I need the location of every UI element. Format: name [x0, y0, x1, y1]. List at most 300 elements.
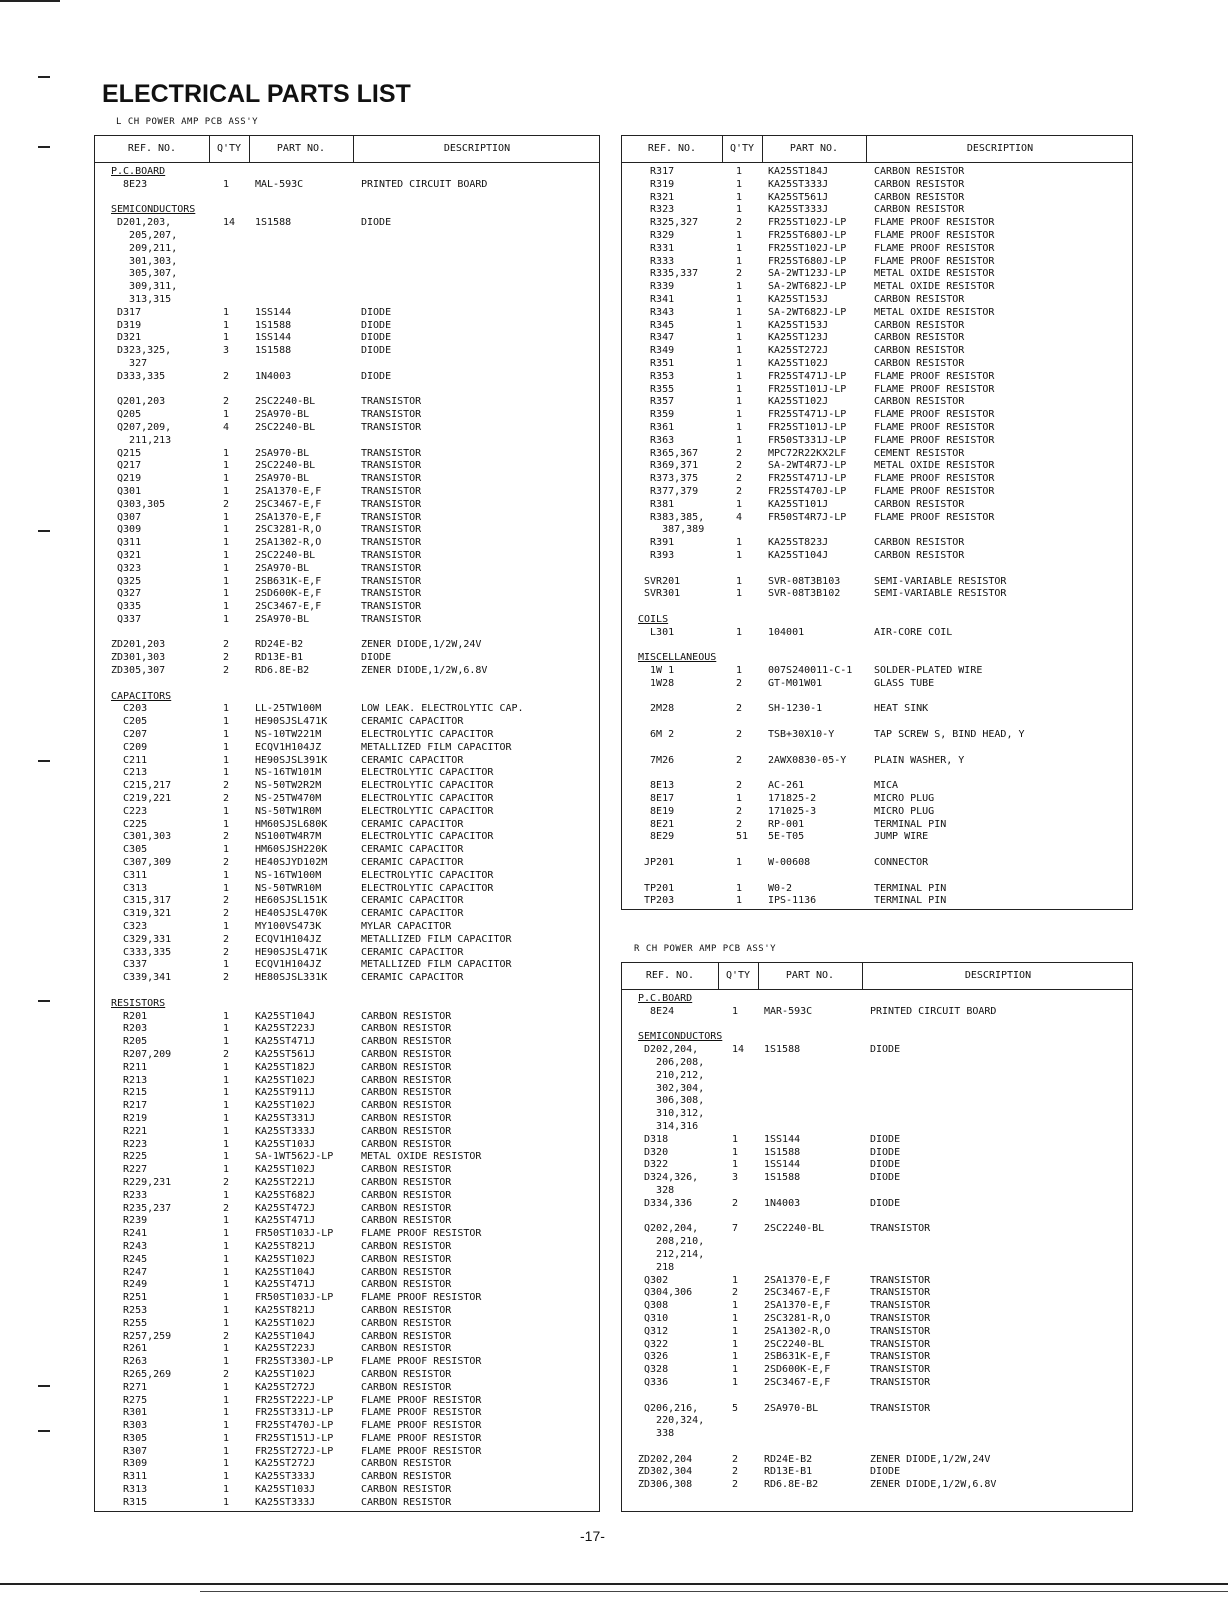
ref-cell: L301 — [638, 626, 675, 638]
description-cell: METALLIZED FILM CAPACITOR — [361, 741, 512, 753]
qty-cell: 1 — [736, 383, 743, 395]
description-cell: CARBON RESISTOR — [361, 1317, 452, 1329]
ref-cell: 328 — [638, 1184, 675, 1196]
description-cell: FLAME PROOF RESISTOR — [361, 1420, 482, 1432]
table-header — [622, 136, 1132, 163]
table-row — [95, 1075, 599, 1088]
qty-cell: 1 — [732, 1351, 739, 1363]
part-no-cell: SH-1230-1 — [768, 703, 823, 715]
binder-mark — [38, 1430, 50, 1432]
section-heading-row — [95, 691, 599, 704]
qty-cell: 2 — [223, 895, 230, 907]
page-number: -17- — [580, 1528, 605, 1544]
qty-cell: 1 — [223, 524, 230, 536]
qty-cell: 1 — [223, 409, 230, 421]
table-row — [95, 742, 599, 755]
qty-cell: 3 — [732, 1172, 739, 1184]
part-no-cell: KA25ST102J — [255, 1253, 316, 1265]
ref-cell: R347 — [638, 332, 675, 344]
qty-cell: 1 — [736, 204, 743, 216]
part-no-cell: HE60SJSL151K — [255, 895, 328, 907]
ref-cell: C219,221 — [111, 793, 172, 805]
table-row — [622, 1326, 1132, 1339]
description-cell: CARBON RESISTOR — [874, 498, 965, 510]
table-row — [622, 332, 1132, 345]
ref-cell: 302,304, — [638, 1082, 705, 1094]
part-no-cell: 2SC2240-BL — [255, 396, 316, 408]
description-cell: TRANSISTOR — [870, 1223, 931, 1235]
description-cell: CEMENT RESISTOR — [874, 447, 965, 459]
table-row — [622, 806, 1132, 819]
qty-cell: 1 — [223, 1292, 230, 1304]
part-no-cell: KA25ST123J — [768, 332, 829, 344]
header-desc: DESCRIPTION — [443, 143, 511, 154]
ref-cell: R263 — [111, 1356, 148, 1368]
description-cell: LOW LEAK. ELECTROLYTIC CAP. — [361, 703, 524, 715]
ref-cell: Q215 — [111, 447, 142, 459]
qty-cell: 2 — [736, 729, 743, 741]
table-row — [622, 1249, 1132, 1262]
ref-cell: C311 — [111, 869, 148, 881]
qty-cell: 1 — [732, 1312, 739, 1324]
header-ref: REF. NO. — [127, 143, 177, 154]
description-cell: FLAME PROOF RESISTOR — [874, 485, 995, 497]
table-row — [622, 1364, 1132, 1377]
part-no-cell: ECQV1H104JZ — [255, 933, 322, 945]
ref-cell: C339,341 — [111, 972, 172, 984]
header-ref: REF. NO. — [645, 970, 695, 981]
part-no-cell: W0-2 — [768, 882, 793, 894]
table-row — [622, 358, 1132, 371]
description-cell: CERAMIC CAPACITOR — [361, 716, 464, 728]
ref-cell: D324,326, — [638, 1172, 699, 1184]
description-cell: METAL OXIDE RESISTOR — [874, 306, 995, 318]
table-row — [622, 345, 1132, 358]
part-no-cell: 1S1588 — [255, 319, 292, 331]
table-row — [95, 870, 599, 883]
part-no-cell: 2SC3467-E,F — [255, 601, 322, 613]
table-row — [95, 1241, 599, 1254]
part-no-cell: FR50ST331J-LP — [768, 434, 847, 446]
part-no-cell: MAL-593C — [255, 178, 304, 190]
ref-cell: JP201 — [638, 857, 675, 869]
description-cell: TRANSISTOR — [870, 1338, 931, 1350]
description-cell: TRANSISTOR — [870, 1312, 931, 1324]
ref-cell: Q308 — [638, 1300, 669, 1312]
description-cell: ELECTROLYTIC CAPACITOR — [361, 831, 494, 843]
table-row — [95, 1382, 599, 1395]
part-no-cell: KA25ST821J — [255, 1240, 316, 1252]
part-no-cell: NS-50TW1R0M — [255, 805, 322, 817]
part-no-cell: FR25ST151J-LP — [255, 1432, 334, 1444]
ref-cell: ZD306,308 — [638, 1479, 693, 1491]
qty-cell: 1 — [736, 882, 743, 894]
ref-cell: 220,324, — [638, 1415, 705, 1427]
table-row — [622, 1019, 1132, 1032]
table-row — [622, 166, 1132, 179]
table-row — [622, 1095, 1132, 1108]
ref-cell: D334,336 — [638, 1197, 693, 1209]
part-no-cell: NS-50TW2R2M — [255, 780, 322, 792]
description-cell: CARBON RESISTOR — [361, 1061, 452, 1073]
ref-cell: C333,335 — [111, 946, 172, 958]
ref-cell: C307,309 — [111, 857, 172, 869]
qty-cell: 1 — [223, 1240, 230, 1252]
table-row — [95, 230, 599, 243]
part-no-cell: RD6.8E-B2 — [255, 665, 310, 677]
ref-cell: 327 — [111, 357, 148, 369]
ref-cell: Q336 — [638, 1376, 669, 1388]
description-cell: CARBON RESISTOR — [361, 1176, 452, 1188]
description-cell: CARBON RESISTOR — [874, 537, 965, 549]
description-cell: CARBON RESISTOR — [874, 178, 965, 190]
ref-cell: 314,316 — [638, 1120, 699, 1132]
qty-cell: 1 — [223, 1228, 230, 1240]
table-row — [622, 1403, 1132, 1416]
ref-cell: R225 — [111, 1151, 148, 1163]
qty-cell: 14 — [223, 217, 236, 229]
description-cell: ZENER DIODE,1/2W,6.8V — [361, 665, 488, 677]
qty-cell: 1 — [732, 1364, 739, 1376]
part-no-cell: KA25ST104J — [768, 549, 829, 561]
ref-cell: R331 — [638, 242, 675, 254]
qty-cell: 2 — [736, 485, 743, 497]
qty-cell: 1 — [223, 1023, 230, 1035]
ref-cell: 8E17 — [638, 793, 675, 805]
description-cell: GLASS TUBE — [874, 677, 935, 689]
ref-cell: R255 — [111, 1317, 148, 1329]
qty-cell: 1 — [223, 562, 230, 574]
qty-cell: 14 — [732, 1044, 745, 1056]
table-row — [95, 716, 599, 729]
qty-cell: 2 — [736, 460, 743, 472]
table-row — [95, 588, 599, 601]
lch-subtitle: L CH POWER AMP PCB ASS'Y — [116, 117, 259, 127]
qty-cell: 2 — [223, 665, 230, 677]
binder-mark — [38, 760, 50, 762]
part-no-cell: KA25ST102J — [255, 1100, 316, 1112]
qty-cell: 1 — [223, 1138, 230, 1150]
description-cell: ELECTROLYTIC CAPACITOR — [361, 767, 494, 779]
part-no-cell: RD24E-B2 — [255, 639, 304, 651]
ref-cell: Q322 — [638, 1338, 669, 1350]
part-no-cell: FR25ST102J-LP — [768, 242, 847, 254]
ref-cell: R309 — [111, 1458, 148, 1470]
table-row — [622, 831, 1132, 844]
qty-cell: 1 — [223, 959, 230, 971]
part-no-cell: 2SC3281-R,O — [764, 1312, 831, 1324]
qty-cell: 1 — [223, 601, 230, 613]
description-cell: TERMINAL PIN — [874, 818, 947, 830]
table-row — [95, 512, 599, 525]
description-cell: TRANSISTOR — [361, 409, 422, 421]
ref-cell: R369,371 — [638, 460, 699, 472]
part-no-cell: 2SA1302-R,O — [255, 537, 322, 549]
description-cell: TRANSISTOR — [361, 498, 422, 510]
qty-cell: 2 — [736, 818, 743, 830]
qty-cell: 1 — [732, 1300, 739, 1312]
binder-mark — [38, 1385, 50, 1387]
description-cell: CARBON RESISTOR — [361, 1253, 452, 1265]
description-cell: CARBON RESISTOR — [874, 332, 965, 344]
header-part: PART NO. — [789, 143, 839, 154]
ref-cell: R311 — [111, 1471, 148, 1483]
description-cell: FLAME PROOF RESISTOR — [874, 242, 995, 254]
table-row — [622, 1211, 1132, 1224]
qty-cell: 1 — [223, 332, 230, 344]
description-cell: CERAMIC CAPACITOR — [361, 857, 464, 869]
qty-cell: 1 — [736, 370, 743, 382]
table-row — [95, 1484, 599, 1497]
description-cell: CARBON RESISTOR — [361, 1304, 452, 1316]
table-row — [622, 294, 1132, 307]
qty-cell: 1 — [223, 729, 230, 741]
ref-cell: R317 — [638, 166, 675, 177]
description-cell: TAP SCREW S, BIND HEAD, Y — [874, 729, 1025, 741]
ref-cell: R391 — [638, 537, 675, 549]
description-cell: MICRO PLUG — [874, 793, 935, 805]
table-row — [95, 895, 599, 908]
ref-cell: 305,307, — [111, 268, 178, 280]
ref-cell: R217 — [111, 1100, 148, 1112]
table-row — [622, 1262, 1132, 1275]
table-row — [622, 1339, 1132, 1352]
part-no-cell: KA25ST102J — [255, 1368, 316, 1380]
qty-cell: 1 — [223, 1189, 230, 1201]
qty-cell: 7 — [732, 1223, 739, 1235]
table-row — [622, 1275, 1132, 1288]
part-no-cell: 2SB631K-E,F — [764, 1351, 831, 1363]
table-row — [95, 179, 599, 192]
table-row — [622, 268, 1132, 281]
ref-cell: R271 — [111, 1381, 148, 1393]
binder-mark — [38, 530, 50, 532]
ref-cell: R249 — [111, 1279, 148, 1291]
part-no-cell: 2SC2240-BL — [764, 1223, 825, 1235]
qty-cell: 2 — [732, 1466, 739, 1478]
part-no-cell: KA25ST102J — [768, 396, 829, 408]
ref-cell: C223 — [111, 805, 148, 817]
part-no-cell: TSB+30X10-Y — [768, 729, 835, 741]
table-row — [95, 1497, 599, 1510]
table-row — [622, 857, 1132, 870]
qty-cell: 1 — [736, 306, 743, 318]
description-cell: CARBON RESISTOR — [361, 1189, 452, 1201]
part-no-cell: KA25ST223J — [255, 1023, 316, 1035]
part-no-cell: KA25ST561J — [768, 191, 829, 203]
table-row — [95, 639, 599, 652]
qty-cell: 1 — [223, 588, 230, 600]
table-row — [95, 1407, 599, 1420]
ref-cell: ZD305,307 — [111, 665, 166, 677]
column-divider — [762, 136, 763, 162]
table-row — [95, 537, 599, 550]
qty-cell: 2 — [732, 1479, 739, 1491]
part-no-cell: HE90SJSL471K — [255, 946, 328, 958]
qty-cell: 1 — [223, 1343, 230, 1355]
column-divider — [758, 963, 759, 989]
ref-cell: C337 — [111, 959, 148, 971]
ref-cell: R353 — [638, 370, 675, 382]
header-qty: Q'TY — [729, 143, 755, 154]
description-cell: CARBON RESISTOR — [361, 1074, 452, 1086]
column-divider — [722, 136, 723, 162]
part-no-cell: RD13E-B1 — [255, 652, 304, 664]
qty-cell: 1 — [736, 345, 743, 357]
description-cell: CARBON RESISTOR — [361, 1112, 452, 1124]
qty-cell: 1 — [736, 242, 743, 254]
ref-cell: R301 — [111, 1407, 148, 1419]
qty-cell: 2 — [736, 677, 743, 689]
description-cell: CARBON RESISTOR — [874, 549, 965, 561]
description-cell: CERAMIC CAPACITOR — [361, 818, 464, 830]
table-row — [95, 601, 599, 614]
description-cell: CARBON RESISTOR — [361, 1215, 452, 1227]
ref-cell: 8E23 — [111, 178, 148, 190]
part-no-cell: 2SC3467-E,F — [764, 1376, 831, 1388]
part-no-cell: 2SA970-BL — [255, 447, 310, 459]
table-row — [95, 1177, 599, 1190]
part-no-cell: SA-2WT4R7J-LP — [768, 460, 847, 472]
description-cell: CARBON RESISTOR — [361, 1010, 452, 1022]
qty-cell: 1 — [223, 447, 230, 459]
description-cell: TRANSISTOR — [870, 1364, 931, 1376]
description-cell: MICRO PLUG — [874, 805, 935, 817]
table-row — [95, 819, 599, 832]
table-body — [95, 166, 599, 1510]
part-no-cell: SA-2WT123J-LP — [768, 268, 847, 280]
ref-cell: R307 — [111, 1445, 148, 1457]
qty-cell: 1 — [223, 1215, 230, 1227]
ref-cell: C315,317 — [111, 895, 172, 907]
ref-cell: R303 — [111, 1420, 148, 1432]
table-row — [95, 448, 599, 461]
part-no-cell: RP-001 — [768, 818, 805, 830]
table-row — [622, 243, 1132, 256]
part-no-cell: FR50ST4R7J-LP — [768, 511, 847, 523]
table-row — [95, 627, 599, 640]
description-cell: CARBON RESISTOR — [361, 1343, 452, 1355]
description-cell: ELECTROLYTIC CAPACITOR — [361, 729, 494, 741]
description-cell: PRINTED CIRCUIT BOARD — [361, 178, 488, 190]
qty-cell: 1 — [223, 511, 230, 523]
qty-cell: 2 — [732, 1197, 739, 1209]
ref-cell: SEMICONDUCTORS — [111, 204, 196, 216]
table-row — [622, 1428, 1132, 1441]
header-desc: DESCRIPTION — [964, 970, 1032, 981]
table-row — [622, 729, 1132, 742]
ref-cell: 8E29 — [638, 831, 675, 843]
table-row — [622, 1057, 1132, 1070]
description-cell: DIODE — [361, 370, 392, 382]
ref-cell: D201,203, — [111, 217, 172, 229]
section-heading-row — [95, 998, 599, 1011]
qty-cell: 1 — [223, 1125, 230, 1137]
ref-cell: Q219 — [111, 473, 142, 485]
table-row — [95, 1279, 599, 1292]
ref-cell: R213 — [111, 1074, 148, 1086]
ref-cell: R333 — [638, 255, 675, 267]
table-row — [95, 396, 599, 409]
description-cell: TRANSISTOR — [361, 588, 422, 600]
ref-cell: ZD301,303 — [111, 652, 166, 664]
table-row — [95, 1139, 599, 1152]
qty-cell: 1 — [223, 767, 230, 779]
qty-cell: 1 — [736, 626, 743, 638]
ref-cell: R355 — [638, 383, 675, 395]
description-cell: TRANSISTOR — [870, 1274, 931, 1286]
table-row — [622, 550, 1132, 563]
part-no-cell: 1S1588 — [255, 345, 292, 357]
table-row — [95, 576, 599, 589]
table-row — [95, 908, 599, 921]
part-no-cell: NS100TW4R7M — [255, 831, 322, 843]
qty-cell: 1 — [223, 537, 230, 549]
qty-cell: 1 — [223, 1407, 230, 1419]
ref-cell: Q321 — [111, 549, 142, 561]
table-row — [95, 1331, 599, 1344]
qty-cell: 1 — [732, 1325, 739, 1337]
description-cell: DIODE — [870, 1146, 901, 1158]
part-no-cell: KA25ST103J — [255, 1138, 316, 1150]
column-divider — [862, 963, 863, 989]
page-title: ELECTRICAL PARTS LIST — [102, 80, 411, 108]
table-row — [95, 1369, 599, 1382]
table-row — [622, 537, 1132, 550]
ref-cell: ZD202,204 — [638, 1453, 693, 1465]
part-no-cell: FR25ST102J-LP — [768, 217, 847, 229]
qty-cell: 1 — [736, 588, 743, 600]
ref-cell: R363 — [638, 434, 675, 446]
table-row — [622, 1441, 1132, 1454]
qty-cell: 1 — [223, 805, 230, 817]
table-body — [622, 166, 1132, 908]
table-row — [95, 793, 599, 806]
part-no-cell: 2SA970-BL — [255, 409, 310, 421]
description-cell: TRANSISTOR — [361, 421, 422, 433]
part-no-cell: RD13E-B1 — [764, 1466, 813, 1478]
table-row — [95, 703, 599, 716]
qty-cell: 2 — [223, 1330, 230, 1342]
qty-cell: 1 — [223, 1445, 230, 1457]
table-row — [95, 1292, 599, 1305]
description-cell: METAL OXIDE RESISTOR — [874, 460, 995, 472]
table-row — [95, 332, 599, 345]
table-row — [622, 793, 1132, 806]
rch-parts-table — [621, 962, 1133, 1512]
qty-cell: 1 — [736, 498, 743, 510]
table-row — [95, 1433, 599, 1446]
description-cell: FLAME PROOF RESISTOR — [874, 255, 995, 267]
table-row — [622, 512, 1132, 525]
table-row — [622, 1351, 1132, 1364]
column-divider — [353, 136, 354, 162]
table-row — [95, 243, 599, 256]
description-cell: FLAME PROOF RESISTOR — [874, 421, 995, 433]
table-body — [622, 993, 1132, 1492]
qty-cell: 1 — [223, 306, 230, 318]
qty-cell: 2 — [732, 1453, 739, 1465]
ref-cell: C301,303 — [111, 831, 172, 843]
ref-cell: 206,208, — [638, 1056, 705, 1068]
description-cell: FLAME PROOF RESISTOR — [361, 1445, 482, 1457]
qty-cell: 2 — [223, 908, 230, 920]
ref-cell: C209 — [111, 741, 148, 753]
table-row — [95, 409, 599, 422]
part-no-cell: 2SC2240-BL — [255, 421, 316, 433]
description-cell: CARBON RESISTOR — [874, 204, 965, 216]
ref-cell: D317 — [111, 306, 142, 318]
